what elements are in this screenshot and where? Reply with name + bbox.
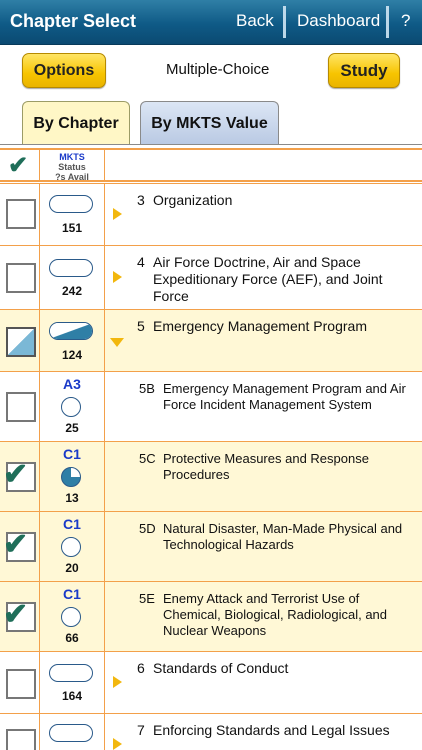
back-button[interactable]: Back xyxy=(236,11,274,30)
chapter-row[interactable] xyxy=(0,245,422,309)
section-number: 5D xyxy=(139,521,156,536)
expand-arrow-icon[interactable] xyxy=(113,271,122,283)
checkmark-icon[interactable]: ✔ xyxy=(3,458,29,491)
help-button[interactable]: ? xyxy=(401,11,411,30)
status-pill-icon xyxy=(49,259,93,277)
questions-count: 242 xyxy=(61,284,83,298)
dashboard-button[interactable]: Dashboard xyxy=(297,11,381,30)
mode-label: Multiple-Choice xyxy=(166,61,270,78)
chapter-row[interactable] xyxy=(0,651,422,713)
chapter-row[interactable] xyxy=(0,183,422,245)
section-title: Emergency Management Program and Air Force Incident Management System xyxy=(163,381,406,412)
questions-count: 20 xyxy=(65,561,79,575)
table-header-row xyxy=(0,148,422,182)
section-number: 5B xyxy=(139,381,155,396)
checkbox[interactable] xyxy=(6,669,36,699)
chapter-title: Enforcing Standards and Legal Issues xyxy=(153,722,390,738)
status-circle-icon xyxy=(61,537,81,557)
checkmark-icon[interactable]: ✔ xyxy=(3,598,29,631)
section-title: Enemy Attack and Terrorist Use of Chemical, Biological, Radiological, and Nuclear Weapons xyxy=(163,591,388,638)
chapter-row[interactable] xyxy=(0,309,422,371)
partial-checkbox[interactable] xyxy=(6,327,36,357)
chapter-number: 4 xyxy=(137,254,145,270)
checkbox[interactable] xyxy=(6,263,36,293)
section-title: Natural Disaster, Man-Made Physical and Technological Hazards xyxy=(163,521,403,552)
status-pill-icon xyxy=(49,195,93,213)
expand-arrow-icon[interactable] xyxy=(113,676,122,688)
section-number: 5C xyxy=(139,451,156,466)
status-circle-icon xyxy=(61,397,81,417)
questions-count: 124 xyxy=(61,348,83,362)
section-row[interactable] xyxy=(0,371,422,441)
divider xyxy=(283,6,286,38)
page-title: Chapter Select xyxy=(10,11,137,31)
chapter-title: Air Force Doctrine, Air and Space Expeditionary Force (AEF), and Joint Force xyxy=(153,254,383,304)
expand-arrow-icon[interactable] xyxy=(113,208,122,220)
tab-by-mkts-value[interactable]: By MKTS Value xyxy=(140,101,279,145)
chapter-row[interactable] xyxy=(0,713,422,750)
checkbox[interactable] xyxy=(6,729,36,750)
mkts-header-label: MKTS xyxy=(59,152,85,162)
questions-count: 151 xyxy=(61,221,83,235)
checkbox[interactable] xyxy=(6,199,36,229)
chapter-title: Organization xyxy=(153,192,233,208)
collapse-arrow-icon[interactable] xyxy=(110,338,124,347)
mkts-code: A3 xyxy=(63,376,81,392)
status-pill-half-icon xyxy=(49,322,93,340)
checkbox[interactable] xyxy=(6,392,36,422)
questions-count: 13 xyxy=(65,491,79,505)
select-all-check-icon[interactable]: ✔ xyxy=(8,152,29,179)
mkts-code: C1 xyxy=(63,446,81,462)
chapter-number: 3 xyxy=(137,192,145,208)
questions-count: 164 xyxy=(61,689,83,703)
questions-count: 66 xyxy=(65,631,79,645)
status-circle-icon xyxy=(61,607,81,627)
chapter-number: 7 xyxy=(137,722,145,738)
options-button[interactable]: Options xyxy=(22,53,106,88)
status-circle-partial-icon xyxy=(61,467,81,487)
top-bar xyxy=(0,0,422,45)
questions-available-header-label: ?s Avail xyxy=(55,172,89,182)
section-row[interactable] xyxy=(0,511,422,581)
chapter-title: Standards of Conduct xyxy=(153,660,289,676)
status-pill-icon xyxy=(49,724,93,742)
expand-arrow-icon[interactable] xyxy=(113,738,122,750)
section-number: 5E xyxy=(139,591,155,606)
study-button[interactable]: Study xyxy=(328,53,400,88)
chapter-number: 5 xyxy=(137,318,145,334)
section-row[interactable] xyxy=(0,581,422,651)
chapter-title: Emergency Management Program xyxy=(153,318,367,334)
chapter-number: 6 xyxy=(137,660,145,676)
section-title: Protective Measures and Response Procedures xyxy=(163,451,369,482)
checkmark-icon[interactable]: ✔ xyxy=(3,528,29,561)
divider xyxy=(386,6,389,38)
mkts-code: C1 xyxy=(63,586,81,602)
section-row[interactable] xyxy=(0,441,422,511)
mkts-code: C1 xyxy=(63,516,81,532)
tab-divider xyxy=(0,144,422,145)
status-pill-icon xyxy=(49,664,93,682)
status-header-label: Status xyxy=(58,162,86,172)
questions-count: 25 xyxy=(65,421,79,435)
tab-by-chapter[interactable]: By Chapter xyxy=(22,101,130,145)
